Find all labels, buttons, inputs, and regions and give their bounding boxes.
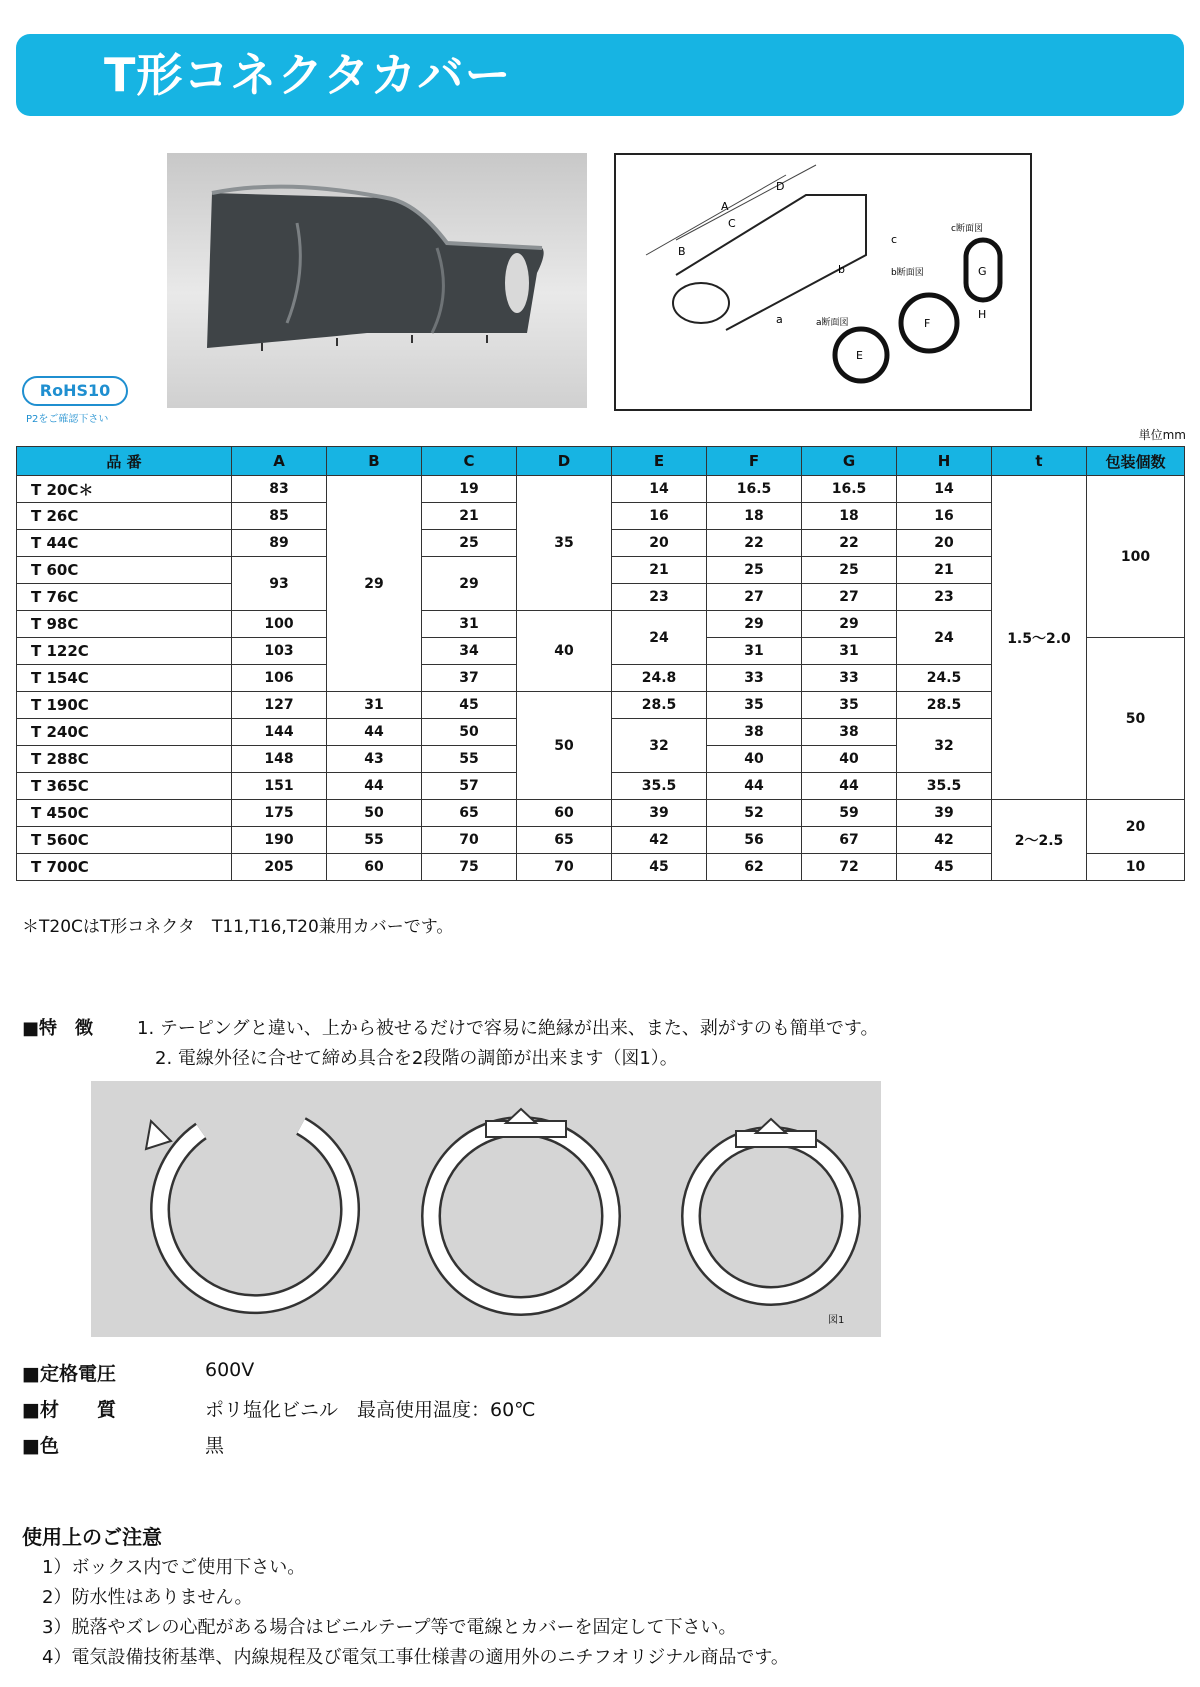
f-cell: 16.5 — [707, 476, 802, 503]
model-cell: T 98C — [17, 611, 232, 638]
pack-cell: 100 — [1087, 476, 1185, 638]
c-cell: 29 — [422, 557, 517, 611]
f-cell: 29 — [707, 611, 802, 638]
h-cell: 45 — [897, 854, 992, 881]
g-cell: 72 — [802, 854, 897, 881]
h-cell: 16 — [897, 503, 992, 530]
e-cell: 16 — [612, 503, 707, 530]
h-cell: 24 — [897, 611, 992, 665]
dim-label-c-upper: C — [728, 217, 736, 230]
b-cell: 60 — [327, 854, 422, 881]
e-cell: 35.5 — [612, 773, 707, 800]
features-title: ■特 徴 — [22, 1018, 94, 1039]
model-cell: T 122C — [17, 638, 232, 665]
feature-item: 2. 電線外径に合せて締め具合を2段階の調節が出来ます（図1）。 — [155, 1048, 678, 1069]
adjustment-rings-drawing — [91, 1081, 881, 1337]
dimension-diagram — [614, 153, 1032, 411]
g-cell: 67 — [802, 827, 897, 854]
h-cell: 39 — [897, 800, 992, 827]
h-cell: 32 — [897, 719, 992, 773]
d-cell: 65 — [517, 827, 612, 854]
header-a: A — [232, 447, 327, 476]
dim-label-h: H — [978, 308, 987, 321]
table-footnote: ＊T20CはT形コネクタ T11,T16,T20兼用カバーです。 — [22, 917, 454, 937]
f-cell: 62 — [707, 854, 802, 881]
g-cell: 38 — [802, 719, 897, 746]
header-e: E — [612, 447, 707, 476]
feature-item: 1. テーピングと違い、上から被せるだけで容易に絶縁が出来、また、剥がすのも簡単です。 — [137, 1018, 879, 1039]
c-cell: 34 — [422, 638, 517, 665]
d-cell: 60 — [517, 800, 612, 827]
note-item: 1）ボックス内でご使用下さい。 — [42, 1557, 306, 1578]
model-cell: T 26C — [17, 503, 232, 530]
h-cell: 23 — [897, 584, 992, 611]
e-cell: 24.8 — [612, 665, 707, 692]
c-section-title: c断面図 — [951, 224, 983, 234]
model-cell: T 154C — [17, 665, 232, 692]
header-b: B — [327, 447, 422, 476]
note-item: 3）脱落やズレの心配がある場合はビニルテープ等で電線とカバーを固定して下さい。 — [42, 1617, 737, 1638]
c-cell: 75 — [422, 854, 517, 881]
f-cell: 22 — [707, 530, 802, 557]
note-item: 2）防水性はありません。 — [42, 1587, 253, 1608]
c-cell: 31 — [422, 611, 517, 638]
a-cell: 205 — [232, 854, 327, 881]
f-cell: 52 — [707, 800, 802, 827]
f-cell: 33 — [707, 665, 802, 692]
prop-value-material: ポリ塩化ビニル 最高使用温度：60℃ — [205, 1399, 536, 1421]
dimension-drawing — [616, 155, 1030, 409]
a-cell: 148 — [232, 746, 327, 773]
a-cell: 103 — [232, 638, 327, 665]
page-title: T形コネクタカバー — [104, 48, 512, 102]
f-cell: 44 — [707, 773, 802, 800]
model-cell: T 20C＊ — [17, 476, 232, 503]
model-cell: T 190C — [17, 692, 232, 719]
pack-cell: 20 — [1087, 800, 1185, 854]
d-cell: 35 — [517, 476, 612, 611]
d-cell: 50 — [517, 692, 612, 800]
f-cell: 18 — [707, 503, 802, 530]
b-cell: 44 — [327, 773, 422, 800]
c-cell: 37 — [422, 665, 517, 692]
a-cell: 106 — [232, 665, 327, 692]
g-cell: 44 — [802, 773, 897, 800]
model-cell: T 60C — [17, 557, 232, 584]
d-cell: 70 — [517, 854, 612, 881]
h-cell: 35.5 — [897, 773, 992, 800]
c-cell: 65 — [422, 800, 517, 827]
prop-label-color: ■色 — [22, 1435, 59, 1457]
a-cell: 144 — [232, 719, 327, 746]
model-cell: T 288C — [17, 746, 232, 773]
g-cell: 27 — [802, 584, 897, 611]
e-cell: 14 — [612, 476, 707, 503]
f-cell: 27 — [707, 584, 802, 611]
c-cell: 57 — [422, 773, 517, 800]
header-h: H — [897, 447, 992, 476]
product-photo — [167, 153, 587, 408]
connector-cover-image — [167, 153, 587, 408]
g-cell: 18 — [802, 503, 897, 530]
h-cell: 42 — [897, 827, 992, 854]
t-cell: 2〜2.5 — [992, 800, 1087, 881]
spec-table — [16, 446, 1185, 881]
f-cell: 56 — [707, 827, 802, 854]
e-cell: 39 — [612, 800, 707, 827]
prop-label-material: ■材 質 — [22, 1399, 116, 1421]
c-cell: 70 — [422, 827, 517, 854]
e-cell: 21 — [612, 557, 707, 584]
g-cell: 16.5 — [802, 476, 897, 503]
e-cell: 45 — [612, 854, 707, 881]
g-cell: 40 — [802, 746, 897, 773]
dim-label-d: D — [776, 180, 785, 193]
h-cell: 24.5 — [897, 665, 992, 692]
b-cell: 44 — [327, 719, 422, 746]
rohs-note: P2をご確認下さい — [26, 414, 109, 425]
c-cell: 50 — [422, 719, 517, 746]
model-cell: T 450C — [17, 800, 232, 827]
e-cell: 28.5 — [612, 692, 707, 719]
dim-label-a: A — [721, 200, 729, 213]
h-cell: 14 — [897, 476, 992, 503]
c-cell: 55 — [422, 746, 517, 773]
note-item: 4）電気設備技術基準、内線規程及び電気工事仕様書の適用外のニチフオリジナル商品です。 — [42, 1647, 789, 1668]
e-cell: 32 — [612, 719, 707, 773]
e-cell: 23 — [612, 584, 707, 611]
model-cell: T 560C — [17, 827, 232, 854]
header-g: G — [802, 447, 897, 476]
a-cell: 93 — [232, 557, 327, 611]
c-cell: 25 — [422, 530, 517, 557]
e-cell: 20 — [612, 530, 707, 557]
header-t: t — [992, 447, 1087, 476]
a-cell: 127 — [232, 692, 327, 719]
a-cell: 175 — [232, 800, 327, 827]
b-cell: 29 — [327, 476, 422, 692]
model-cell: T 44C — [17, 530, 232, 557]
a-cell: 89 — [232, 530, 327, 557]
c-cell: 45 — [422, 692, 517, 719]
dim-label-b-upper: B — [678, 245, 686, 258]
b-cell: 55 — [327, 827, 422, 854]
t-cell: 1.5〜2.0 — [992, 476, 1087, 800]
e-cell: 24 — [612, 611, 707, 665]
section-label-c: c — [891, 233, 898, 246]
section-label-a: a — [776, 313, 783, 326]
f-cell: 31 — [707, 638, 802, 665]
notes-title: 使用上のご注意 — [22, 1525, 162, 1549]
pack-cell: 10 — [1087, 854, 1185, 881]
b-cell: 31 — [327, 692, 422, 719]
header-model: 品 番 — [17, 447, 232, 476]
g-cell: 35 — [802, 692, 897, 719]
g-cell: 22 — [802, 530, 897, 557]
model-cell: T 240C — [17, 719, 232, 746]
model-cell: T 700C — [17, 854, 232, 881]
a-cell: 85 — [232, 503, 327, 530]
f-cell: 40 — [707, 746, 802, 773]
rohs-badge: RoHS10 — [22, 376, 128, 406]
model-cell: T 76C — [17, 584, 232, 611]
a-cell: 151 — [232, 773, 327, 800]
header-pack: 包装個数 — [1087, 447, 1185, 476]
dim-label-e: E — [856, 349, 863, 362]
dim-label-g: G — [978, 265, 987, 278]
prop-label-voltage: ■定格電圧 — [22, 1363, 116, 1385]
figure-label: 図1 — [828, 1315, 845, 1326]
c-cell: 19 — [422, 476, 517, 503]
figure-adjustment — [91, 1081, 881, 1337]
table-header-row — [17, 447, 1185, 476]
g-cell: 25 — [802, 557, 897, 584]
unit-label: 単位mm — [1138, 428, 1186, 442]
header-c: C — [422, 447, 517, 476]
e-cell: 42 — [612, 827, 707, 854]
d-cell: 40 — [517, 611, 612, 692]
header-f: F — [707, 447, 802, 476]
header-d: D — [517, 447, 612, 476]
a-cell: 83 — [232, 476, 327, 503]
g-cell: 31 — [802, 638, 897, 665]
pack-cell: 50 — [1087, 638, 1185, 800]
table-row — [17, 800, 1185, 827]
b-section-title: b断面図 — [891, 268, 924, 278]
f-cell: 25 — [707, 557, 802, 584]
a-cell: 190 — [232, 827, 327, 854]
prop-value-color: 黒 — [205, 1435, 225, 1457]
f-cell: 35 — [707, 692, 802, 719]
c-cell: 21 — [422, 503, 517, 530]
h-cell: 28.5 — [897, 692, 992, 719]
h-cell: 20 — [897, 530, 992, 557]
h-cell: 21 — [897, 557, 992, 584]
b-cell: 50 — [327, 800, 422, 827]
prop-value-voltage: 600V — [205, 1359, 255, 1381]
model-cell: T 365C — [17, 773, 232, 800]
dim-label-f: F — [924, 317, 931, 330]
f-cell: 38 — [707, 719, 802, 746]
title-banner — [16, 34, 1184, 116]
b-cell: 43 — [327, 746, 422, 773]
g-cell: 29 — [802, 611, 897, 638]
a-cell: 100 — [232, 611, 327, 638]
g-cell: 33 — [802, 665, 897, 692]
section-label-b: b — [838, 263, 845, 276]
table-row — [17, 476, 1185, 503]
a-section-title: a断面図 — [816, 318, 849, 328]
g-cell: 59 — [802, 800, 897, 827]
